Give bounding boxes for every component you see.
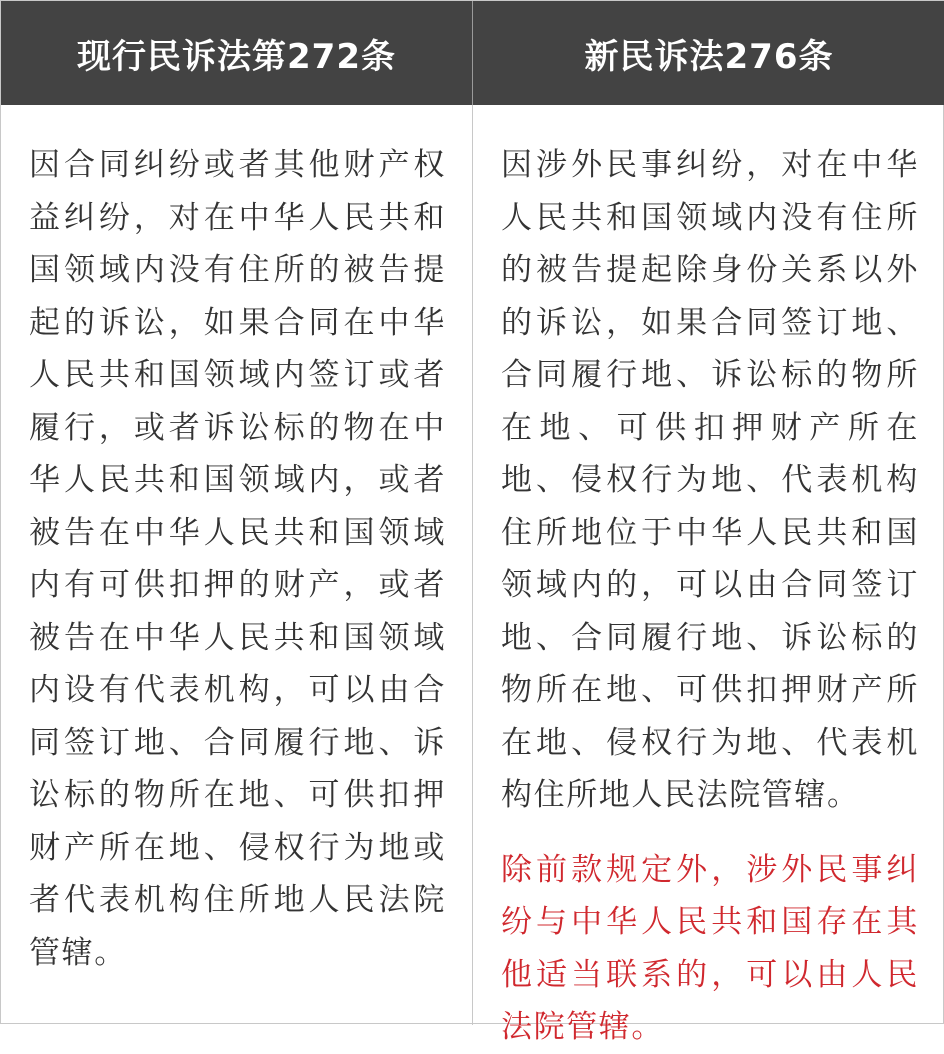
cell-new-law-text bbox=[473, 105, 944, 1045]
header-current-law: 现行民诉法第272条 bbox=[1, 1, 473, 105]
new-law-paragraph: 因涉外民事纠纷，对在中华人民共和国领域内没有住所的被告提起除身份关系以外的诉讼，如果合同签订地、合同履行地、诉讼标的物所在地、可供扣押财产所在地、侵权行为地、代表机构住所地位于中华人民共和国领域内的，可以由合同签订地、合同履行地、诉讼标的物所在地、可供扣押财产所在地、侵权行为地、代表机构住所地人民法院管辖。 bbox=[501, 147, 919, 813]
new-law-added-paragraph: 除前款规定外，涉外民事纠纷与中华人民共和国存在其他适当联系的，可以由人民法院管辖。 bbox=[501, 851, 919, 1045]
current-law-paragraph: 因合同纠纷或者其他财产权益纠纷，对在中华人民共和国领域内没有住所的被告提起的诉讼，如果合同在中华人民共和国领域内签订或者履行，或者诉讼标的物在中华人民共和国领域内，或者被告在中华人民共和国领域内有可供扣押的财产，或者被告在中华人民共和国领域内设有代表机构，可以由合同签订地、合同履行地、诉讼标的物所在地、可供扣押财产所在地、侵权行为地或者代表机构住所地人民法院管辖。 bbox=[29, 147, 446, 971]
header-new-law: 新民诉法276条 bbox=[473, 1, 944, 105]
cell-current-law-text bbox=[1, 105, 473, 1025]
